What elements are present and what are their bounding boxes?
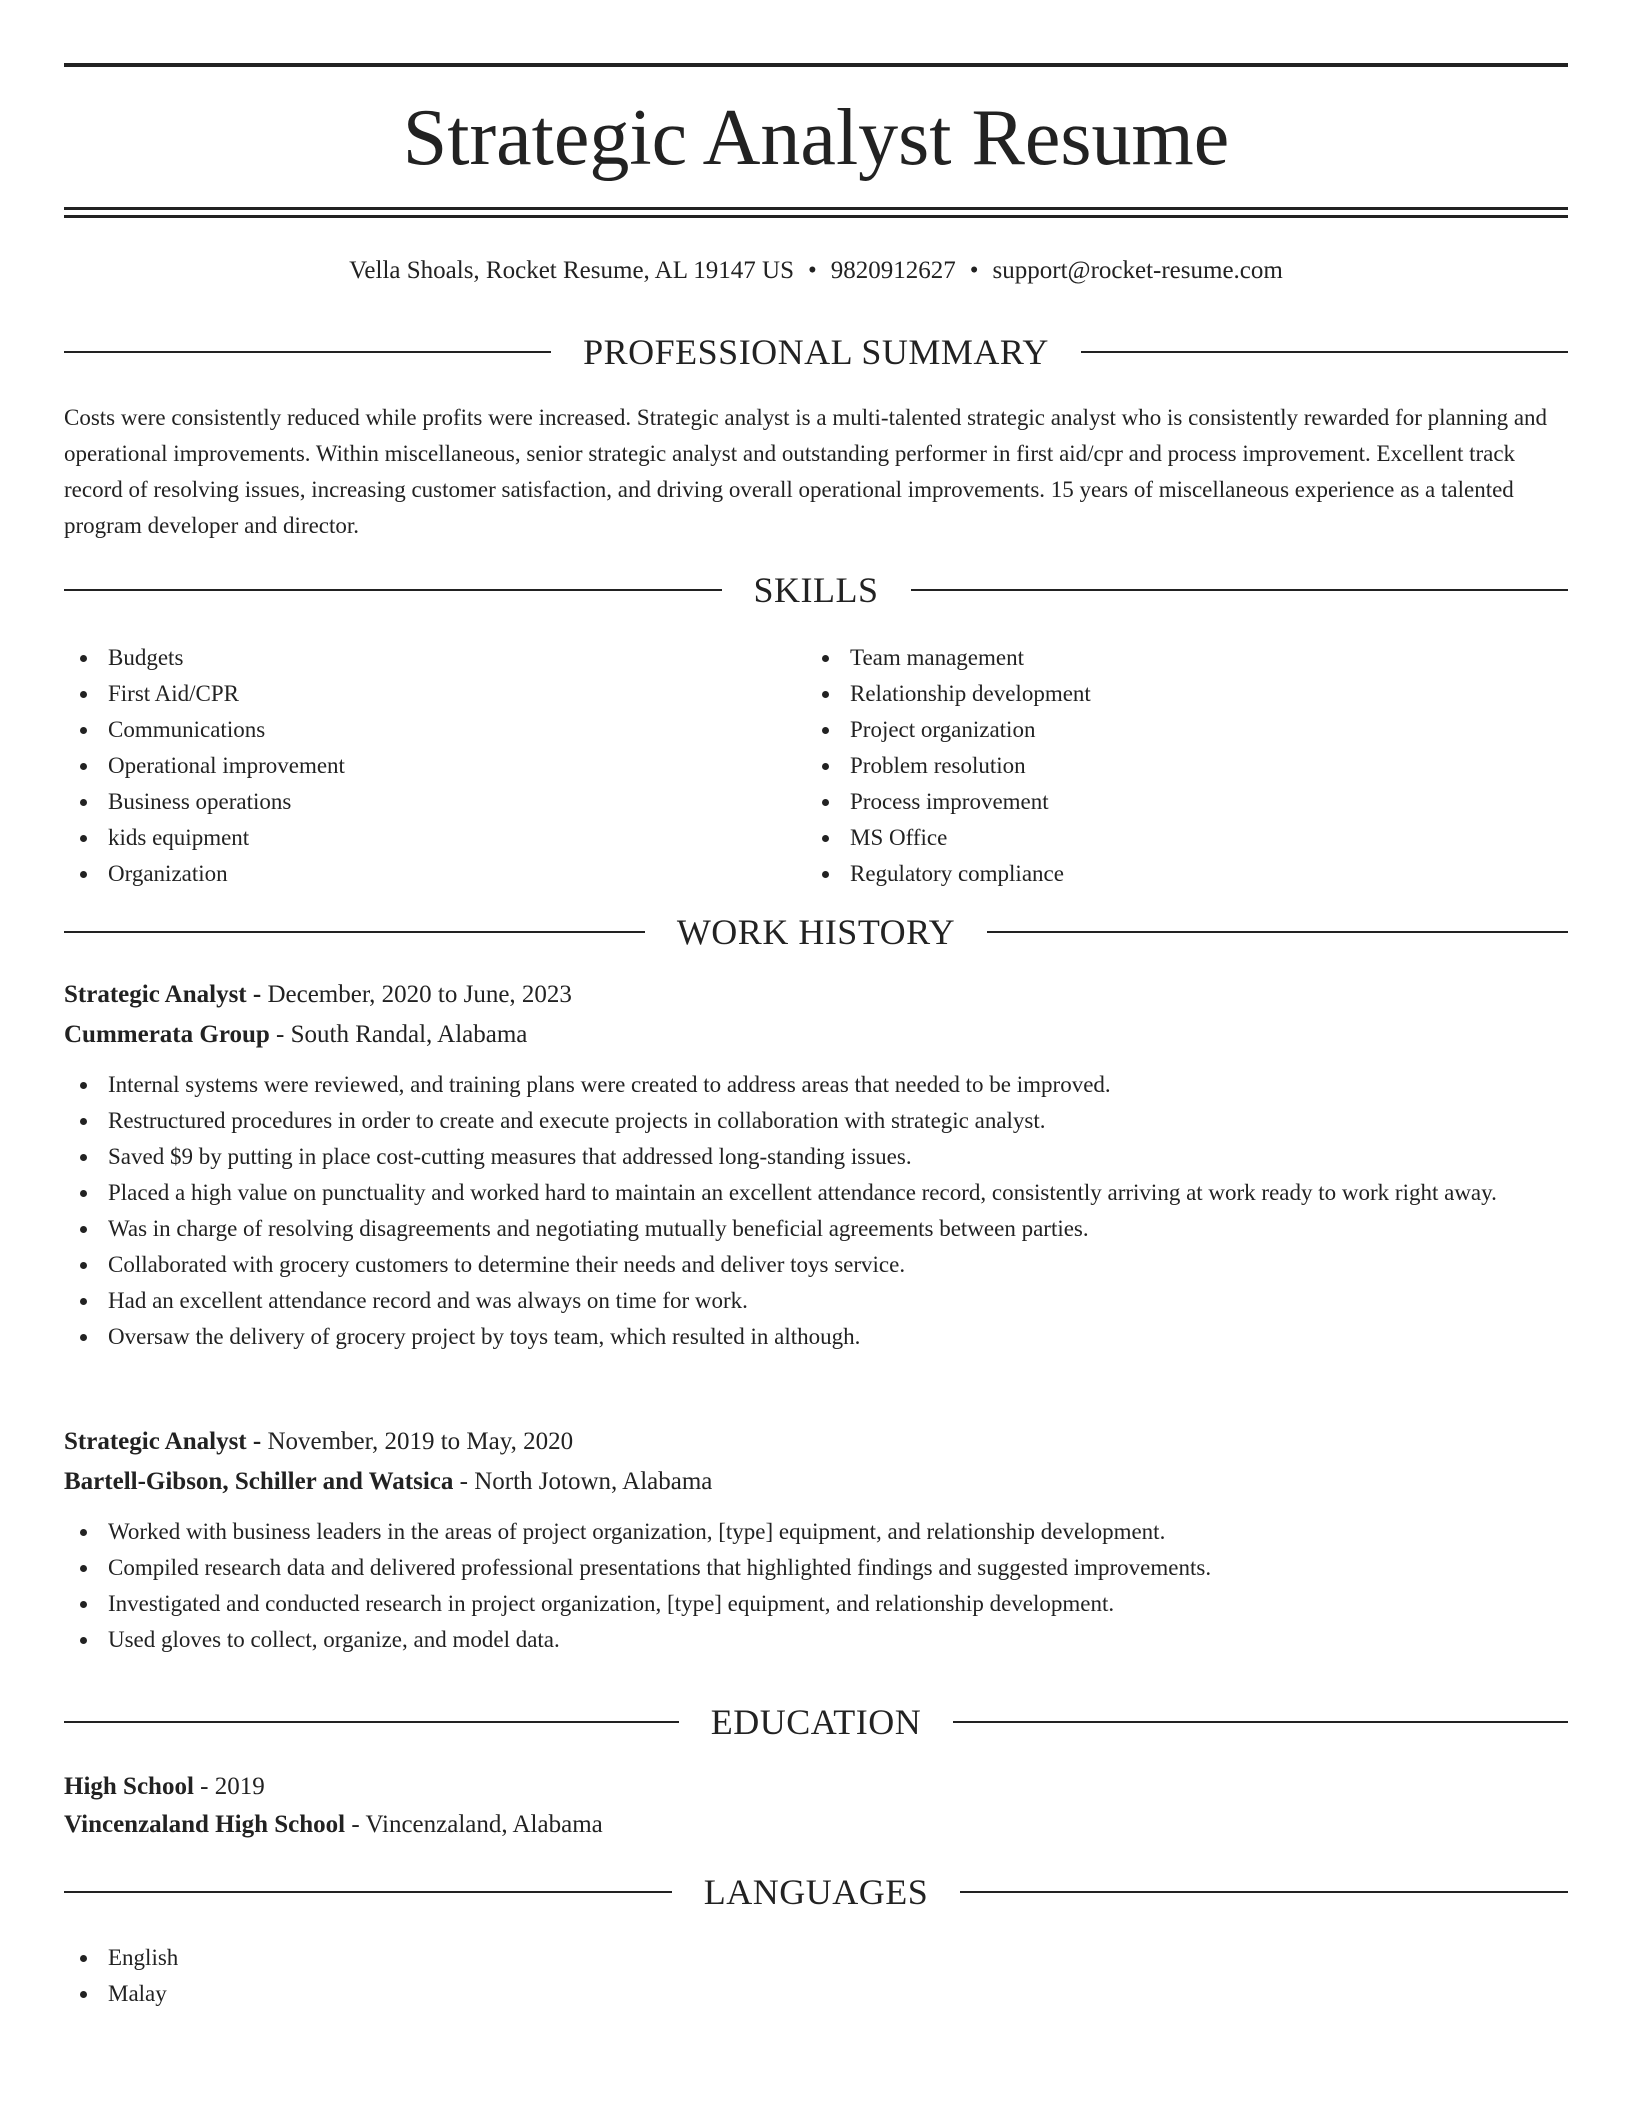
dash: - <box>246 1428 268 1455</box>
education-school-line <box>64 1806 1568 1844</box>
section-heading-skills <box>64 568 1568 612</box>
heading-rule <box>911 589 1569 591</box>
heading-rule <box>953 1721 1568 1723</box>
job-bullet: Was in charge of resolving disagreements and negotiating mutually beneficial agreements between parties. <box>64 1211 1568 1247</box>
skill-item: Team management <box>806 640 1506 676</box>
language-item: Malay <box>64 1976 664 2012</box>
job-title: Strategic Analyst <box>64 981 247 1008</box>
job-entry <box>64 1422 1568 1658</box>
skill-item: Regulatory compliance <box>806 856 1506 892</box>
section-heading-summary <box>64 330 1568 374</box>
skill-item: Relationship development <box>806 676 1506 712</box>
job-bullets <box>64 1514 1568 1658</box>
heading-rule <box>1081 351 1568 353</box>
job-title-line <box>64 1422 1568 1462</box>
languages-list <box>64 1940 664 2012</box>
job-bullet: Worked with business leaders in the areas of project organization, [type] equipment, and relationship development. <box>64 1514 1568 1550</box>
job-location: North Jotown, Alabama <box>474 1468 713 1495</box>
title-rule-lower <box>64 215 1568 218</box>
dash: - <box>345 1811 366 1838</box>
skill-item: Budgets <box>64 640 764 676</box>
job-dates: November, 2019 to May, 2020 <box>267 1428 574 1455</box>
job-bullet: Investigated and conducted research in project organization, [type] equipment, and relationship development. <box>64 1586 1568 1622</box>
skill-item: Project organization <box>806 712 1506 748</box>
job-bullet: Saved $9 by putting in place cost-cutting measures that addressed long-standing issues. <box>64 1139 1568 1175</box>
job-company: Bartell-Gibson, Schiller and Watsica <box>64 1468 454 1495</box>
heading-rule <box>987 931 1568 933</box>
contact-separator: • <box>808 257 817 284</box>
skills-list-left <box>64 640 764 892</box>
heading-rule <box>64 1721 679 1723</box>
contact-address: Vella Shoals, Rocket Resume, AL 19147 US <box>349 257 795 284</box>
job-company: Cummerata Group <box>64 1021 270 1048</box>
heading-rule <box>64 1891 672 1893</box>
section-title: EDUCATION <box>710 1702 922 1742</box>
education-year: 2019 <box>214 1773 265 1800</box>
dash: - <box>453 1468 475 1495</box>
top-rule <box>64 63 1568 67</box>
title-rule-upper <box>64 207 1568 210</box>
contact-line <box>64 254 1568 288</box>
heading-rule <box>64 931 645 933</box>
job-title: Strategic Analyst <box>64 1428 247 1455</box>
skill-item: Communications <box>64 712 764 748</box>
job-company-line <box>64 1462 1568 1502</box>
education-entry <box>64 1768 1568 1844</box>
section-title: PROFESSIONAL SUMMARY <box>583 332 1049 372</box>
contact-email: support@rocket-resume.com <box>992 257 1283 284</box>
section-title: WORK HISTORY <box>676 912 956 952</box>
heading-rule <box>960 1891 1568 1893</box>
skill-item: MS Office <box>806 820 1506 856</box>
section-heading-education <box>64 1700 1568 1744</box>
education-location: Vincenzaland, Alabama <box>365 1811 603 1838</box>
dash: - <box>269 1021 291 1048</box>
skill-item: Operational improvement <box>64 748 764 784</box>
dash: - <box>246 981 268 1008</box>
education-school: Vincenzaland High School <box>64 1811 346 1838</box>
job-bullet: Collaborated with grocery customers to determine their needs and deliver toys service. <box>64 1247 1568 1283</box>
job-bullet: Had an excellent attendance record and was always on time for work. <box>64 1283 1568 1319</box>
section-title: SKILLS <box>753 570 879 610</box>
job-bullet: Compiled research data and delivered professional presentations that highlighted findings and suggested improvements. <box>64 1550 1568 1586</box>
skill-item: Business operations <box>64 784 764 820</box>
resume-title: Strategic Analyst Resume <box>402 94 1230 182</box>
skill-item: First Aid/CPR <box>64 676 764 712</box>
job-dates: December, 2020 to June, 2023 <box>267 981 572 1008</box>
job-bullet: Restructured procedures in order to create and execute projects in collaboration with strategic analyst. <box>64 1103 1568 1139</box>
job-company-line <box>64 1015 1568 1055</box>
job-title-line <box>64 975 1568 1015</box>
skill-item: Organization <box>64 856 764 892</box>
skills-list-right <box>806 640 1506 892</box>
skill-item: kids equipment <box>64 820 764 856</box>
summary-text: Costs were consistently reduced while profits were increased. Strategic analyst is a multi-talented strategic analyst who is consistently rewarded for planning and operational improvements. Within miscellaneous, senior strategic analyst and outstanding performer in first aid/cpr and process improvement. Excellent track record of resolving issues, increasing customer satisfaction, and driving overall operational improvements. 15 years of miscellaneous experience as a talented program developer and director. <box>64 405 1548 538</box>
contact-separator: • <box>969 257 979 284</box>
section-heading-work <box>64 910 1568 954</box>
education-degree-line <box>64 1768 1568 1806</box>
section-title: LANGUAGES <box>703 1872 929 1912</box>
language-item: English <box>64 1940 664 1976</box>
contact-phone: 9820912627 <box>830 257 956 284</box>
job-bullet: Placed a high value on punctuality and worked hard to maintain an excellent attendance record, consistently arriving at work ready to work right away. <box>64 1175 1568 1211</box>
job-bullet: Used gloves to collect, organize, and model data. <box>64 1622 1568 1658</box>
job-location: South Randal, Alabama <box>290 1021 528 1048</box>
heading-rule <box>64 351 551 353</box>
job-bullet: Internal systems were reviewed, and training plans were created to address areas that needed to be improved. <box>64 1067 1568 1103</box>
dash: - <box>193 1773 215 1800</box>
education-degree: High School <box>64 1773 194 1800</box>
section-heading-languages <box>64 1870 1568 1914</box>
skill-item: Process improvement <box>806 784 1506 820</box>
skill-item: Problem resolution <box>806 748 1506 784</box>
job-entry <box>64 975 1568 1355</box>
heading-rule <box>64 589 722 591</box>
job-bullet: Oversaw the delivery of grocery project by toys team, which resulted in although. <box>64 1319 1568 1355</box>
job-bullets <box>64 1067 1568 1355</box>
